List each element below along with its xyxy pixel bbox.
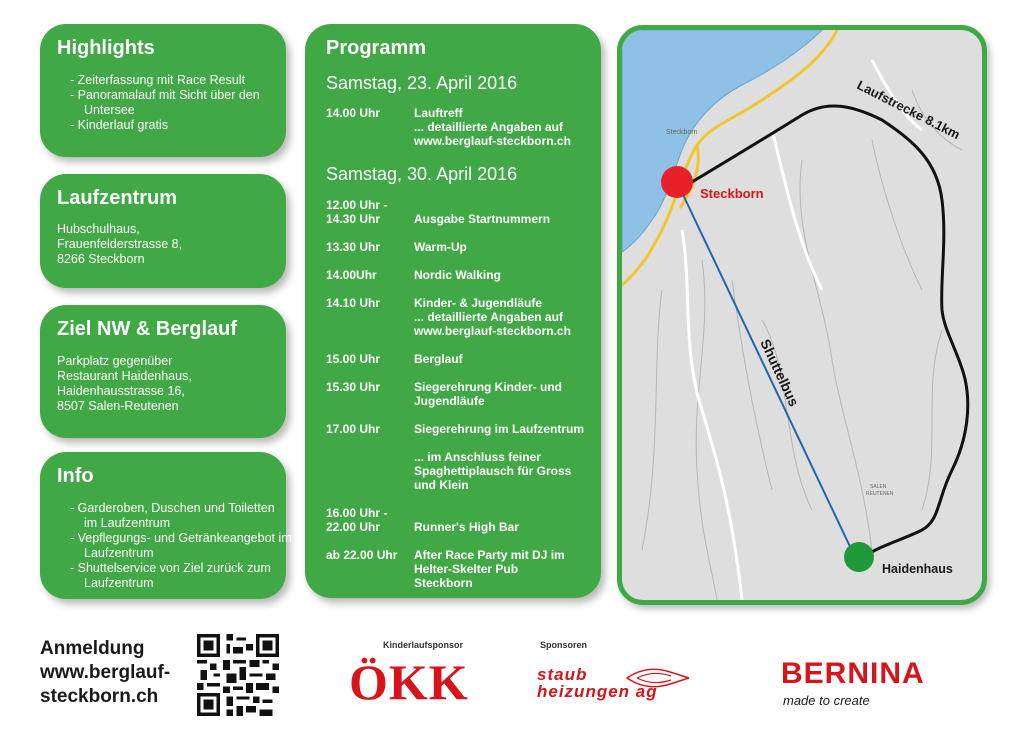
laufzentrum-card (40, 174, 286, 288)
okk-logo[interactable]: ÖKK (349, 654, 469, 710)
registration (40, 637, 170, 709)
event-desc: Warm-Up (414, 240, 467, 254)
finish-label: Haidenhaus (882, 562, 953, 576)
route-map (617, 25, 987, 605)
highlight-item: - Kinderlauf gratis (70, 118, 168, 132)
start-label: Steckborn (700, 186, 764, 201)
event-desc: Ausgabe Startnummern (414, 212, 551, 226)
highlight-item: - Panoramalauf mit Sicht über den Untersee (70, 88, 260, 117)
event-time: 15.30 Uhr (326, 380, 381, 394)
shuttle-route (677, 182, 854, 555)
info-item: - Vepflegungs- und Getränkeangebot im Laufzentrum (70, 531, 292, 560)
event-time: 16.00 Uhr - 22.00 Uhr (326, 506, 388, 534)
event-desc: Nordic Walking (414, 268, 501, 282)
highlights-title: Highlights (57, 37, 155, 59)
day-heading: Samstag, 30. April 2016 (326, 164, 518, 184)
lake (622, 30, 822, 252)
program-title: Programm (326, 37, 427, 59)
address-line: Haidenhausstrasse 16, (57, 384, 185, 398)
registration-url[interactable]: www.berglauf- (40, 662, 171, 683)
event-desc: Runner's High Bar (414, 520, 519, 534)
town-label: Steckborn (666, 129, 698, 136)
info-item: - Shuttelservice von Ziel zurück zum Laufzentrum (70, 561, 271, 590)
address-line: 8266 Steckborn (57, 252, 145, 266)
event-desc: Berglauf (414, 352, 463, 366)
route-label: Laufstrecke 8.1km (854, 77, 963, 143)
bernina-tagline: made to create (783, 693, 870, 708)
event-desc: Lauftreff ... detaillierte Angaben auf www.berglauf-steckborn.ch (414, 106, 571, 148)
event-desc: Kinder- & Jugendläufe ... detaillierte Angaben auf www.berglauf-steckborn.ch (414, 296, 571, 338)
event-desc: Siegerehrung Kinder- und Jugendläufe (414, 380, 563, 408)
event-time: 17.00 Uhr (326, 422, 381, 436)
registration-title: Anmeldung (40, 638, 145, 659)
village-line: REUTENEN (866, 491, 894, 497)
kids-sponsor-label: Kinderlaufsponsor (383, 640, 464, 650)
program-card (305, 24, 601, 598)
highlights-list (60, 73, 284, 133)
map-graphic (622, 30, 982, 600)
event-time: 14.10 Uhr (326, 296, 381, 310)
qr-code[interactable] (197, 634, 279, 716)
info-title: Info (57, 465, 94, 487)
finish-marker (844, 542, 874, 572)
event-time: 15.00 Uhr (326, 352, 381, 366)
laufzentrum-address (57, 222, 182, 267)
event-time: 13.30 Uhr (326, 240, 381, 254)
address-line: Restaurant Haidenhaus, (57, 369, 192, 383)
highlight-item: - Zeiterfassung mit Race Result (70, 73, 246, 87)
address-line: Parkplatz gegenüber (57, 354, 173, 368)
highlights-card (40, 24, 286, 157)
registration-url[interactable]: steckborn.ch (40, 686, 159, 707)
minor-roads (682, 60, 922, 600)
event-desc: After Race Party mit DJ im Helter-Skelter Pub Steckborn (414, 548, 565, 590)
ziel-address (57, 354, 192, 414)
info-item: - Garderoben, Duschen und Toiletten im Laufzentrum (70, 501, 275, 530)
ziel-card (40, 305, 286, 438)
village-label (866, 484, 894, 497)
staub-flame-icon (625, 664, 691, 692)
address-line: 8507 Salen-Reutenen (57, 399, 179, 413)
laufzentrum-title: Laufzentrum (57, 187, 177, 209)
event-desc: Siegerehrung im Laufzentrum (414, 422, 585, 436)
event-desc: ... im Anschluss feiner Spaghettiplausch für Gross und Klein (414, 450, 572, 492)
info-list (60, 501, 309, 591)
event-time: 12.00 Uhr - 14.30 Uhr (326, 198, 388, 226)
bernina-logo[interactable]: BERNINA (781, 657, 925, 690)
info-card (40, 452, 292, 599)
address-line: Hubschulhaus, (57, 222, 140, 236)
start-marker (661, 166, 693, 198)
event-time: 14.00Uhr (326, 268, 377, 282)
day-heading: Samstag, 23. April 2016 (326, 73, 518, 93)
village-line: SALEN (870, 484, 887, 490)
event-time: 14.00 Uhr (326, 106, 381, 120)
address-line: Frauenfelderstrasse 8, (57, 237, 183, 251)
sponsors-label: Sponsoren (540, 640, 588, 650)
event-time: ab 22.00 Uhr (326, 548, 398, 562)
ziel-title: Ziel NW & Berglauf (57, 318, 238, 340)
staub-logo-line: heizungen ag (537, 682, 658, 701)
staub-logo-line: staub (537, 665, 588, 684)
shuttle-label: Shuttelbus (757, 336, 803, 409)
